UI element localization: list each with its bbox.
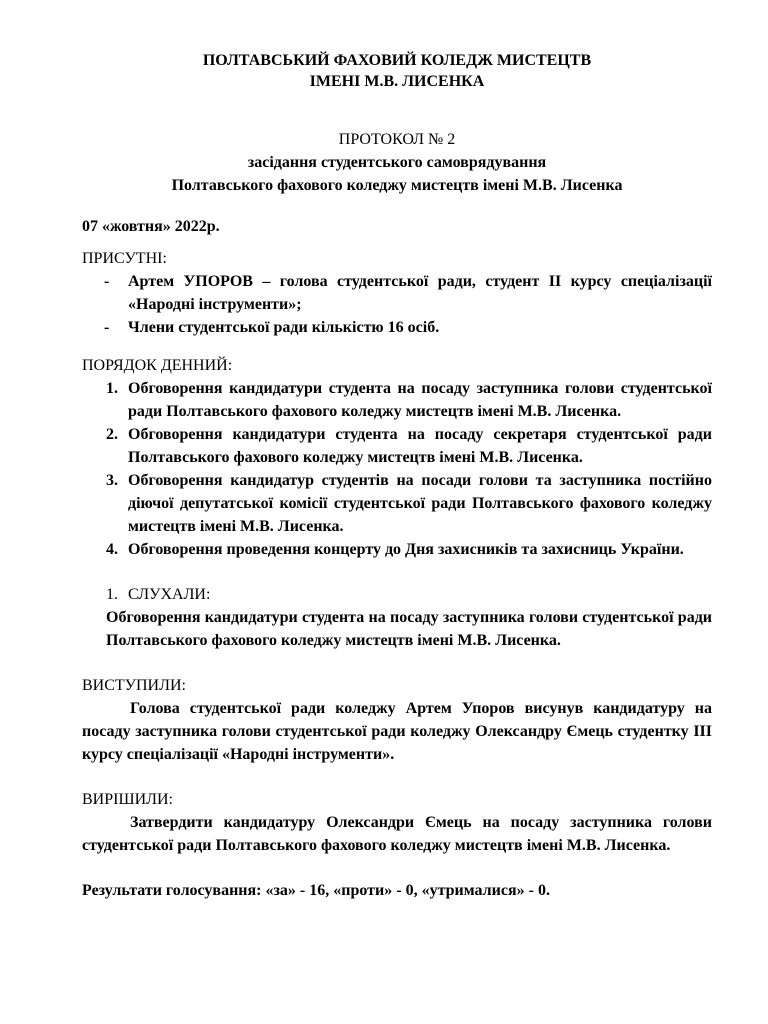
agenda-item-number: 2. [106,426,118,443]
present-item [82,316,712,339]
list-marker: - [104,273,110,290]
protocol-subtitle-2: Полтавського фахового коледжу мистецтв імені М.В. Лисенка [171,177,623,194]
present-item-text: Артем УПОРОВ – голова студентської ради, студент ІІ курсу спеціалізації «Народні інструменти»; [128,273,712,313]
decided-heading: ВИРІШИЛИ: [82,791,173,808]
agenda-item-number: 4. [106,541,118,558]
decided-text: Затвердити кандидатуру Олександри Ємець на посаду заступника голови студентської ради Полтавського фахового коледжу мистецтв імені М.В. Лисенка. [82,814,712,854]
protocol-header [82,128,712,197]
institution-header [82,50,712,92]
heard-heading [82,583,712,606]
agenda-item-number: 3. [106,472,118,489]
institution-name-line2: ІМЕНІ М.В. ЛИСЕНКА [309,73,485,90]
agenda-item-text: Обговорення кандидатури студента на посаду заступника голови студентської ради Полтавського фахового коледжу мистецтв імені М.В. Лисенка. [128,380,712,420]
agenda-item-text: Обговорення кандидатур студентів на посади голови та заступника постійно діючої депутатської комісії студентської ради Полтавського фахового коледжу мистецтв імені М.В. Лисенка. [128,472,712,535]
agenda-item-text: Обговорення кандидатури студента на посаду секретаря студентської ради Полтавського фахового коледжу мистецтв імені М.В. Лисенка. [128,426,712,466]
heard-number: 1. [106,586,118,603]
present-list [82,270,712,339]
agenda-item [82,377,712,423]
agenda-list [82,377,712,561]
protocol-subtitle-1: засідання студентського самоврядування [247,154,547,171]
voting-result: Результати голосування: «за» - 16, «проти» - 0, «утрималися» - 0. [82,882,550,899]
heard-heading-text: СЛУХАЛИ: [128,586,211,603]
meeting-date: 07 «жовтня» 2022р. [82,218,220,235]
agenda-item-number: 1. [106,380,118,397]
present-heading: ПРИСУТНІ: [82,250,167,267]
agenda-item [82,469,712,538]
agenda-item-text: Обговорення проведення концерту до Дня захисників та захисниць України. [128,541,684,558]
present-item [82,270,712,316]
institution-name-line1: ПОЛТАВСЬКИЙ ФАХОВИЙ КОЛЕДЖ МИСТЕЦТВ [202,52,592,69]
heard-text: Обговорення кандидатури студента на посаду заступника голови студентської ради Полтавського фахового коледжу мистецтв імені М.В. Лисенка. [106,609,712,649]
agenda-item [82,538,712,561]
present-item-text: Члени студентської ради кількістю 16 осіб. [128,319,440,336]
agenda-heading: ПОРЯДОК ДЕННИЙ: [82,357,233,374]
agenda-item [82,423,712,469]
list-marker: - [104,319,110,336]
protocol-title: ПРОТОКОЛ № 2 [338,131,456,148]
spoke-heading: ВИСТУПИЛИ: [82,677,186,694]
spoke-text: Голова студентської ради коледжу Артем Упоров висунув кандидатуру на посаду заступника голови студентської ради коледжу Олександру Ємець студентку ІІІ курсу спеціалізації «Народні інструменти». [82,700,712,763]
